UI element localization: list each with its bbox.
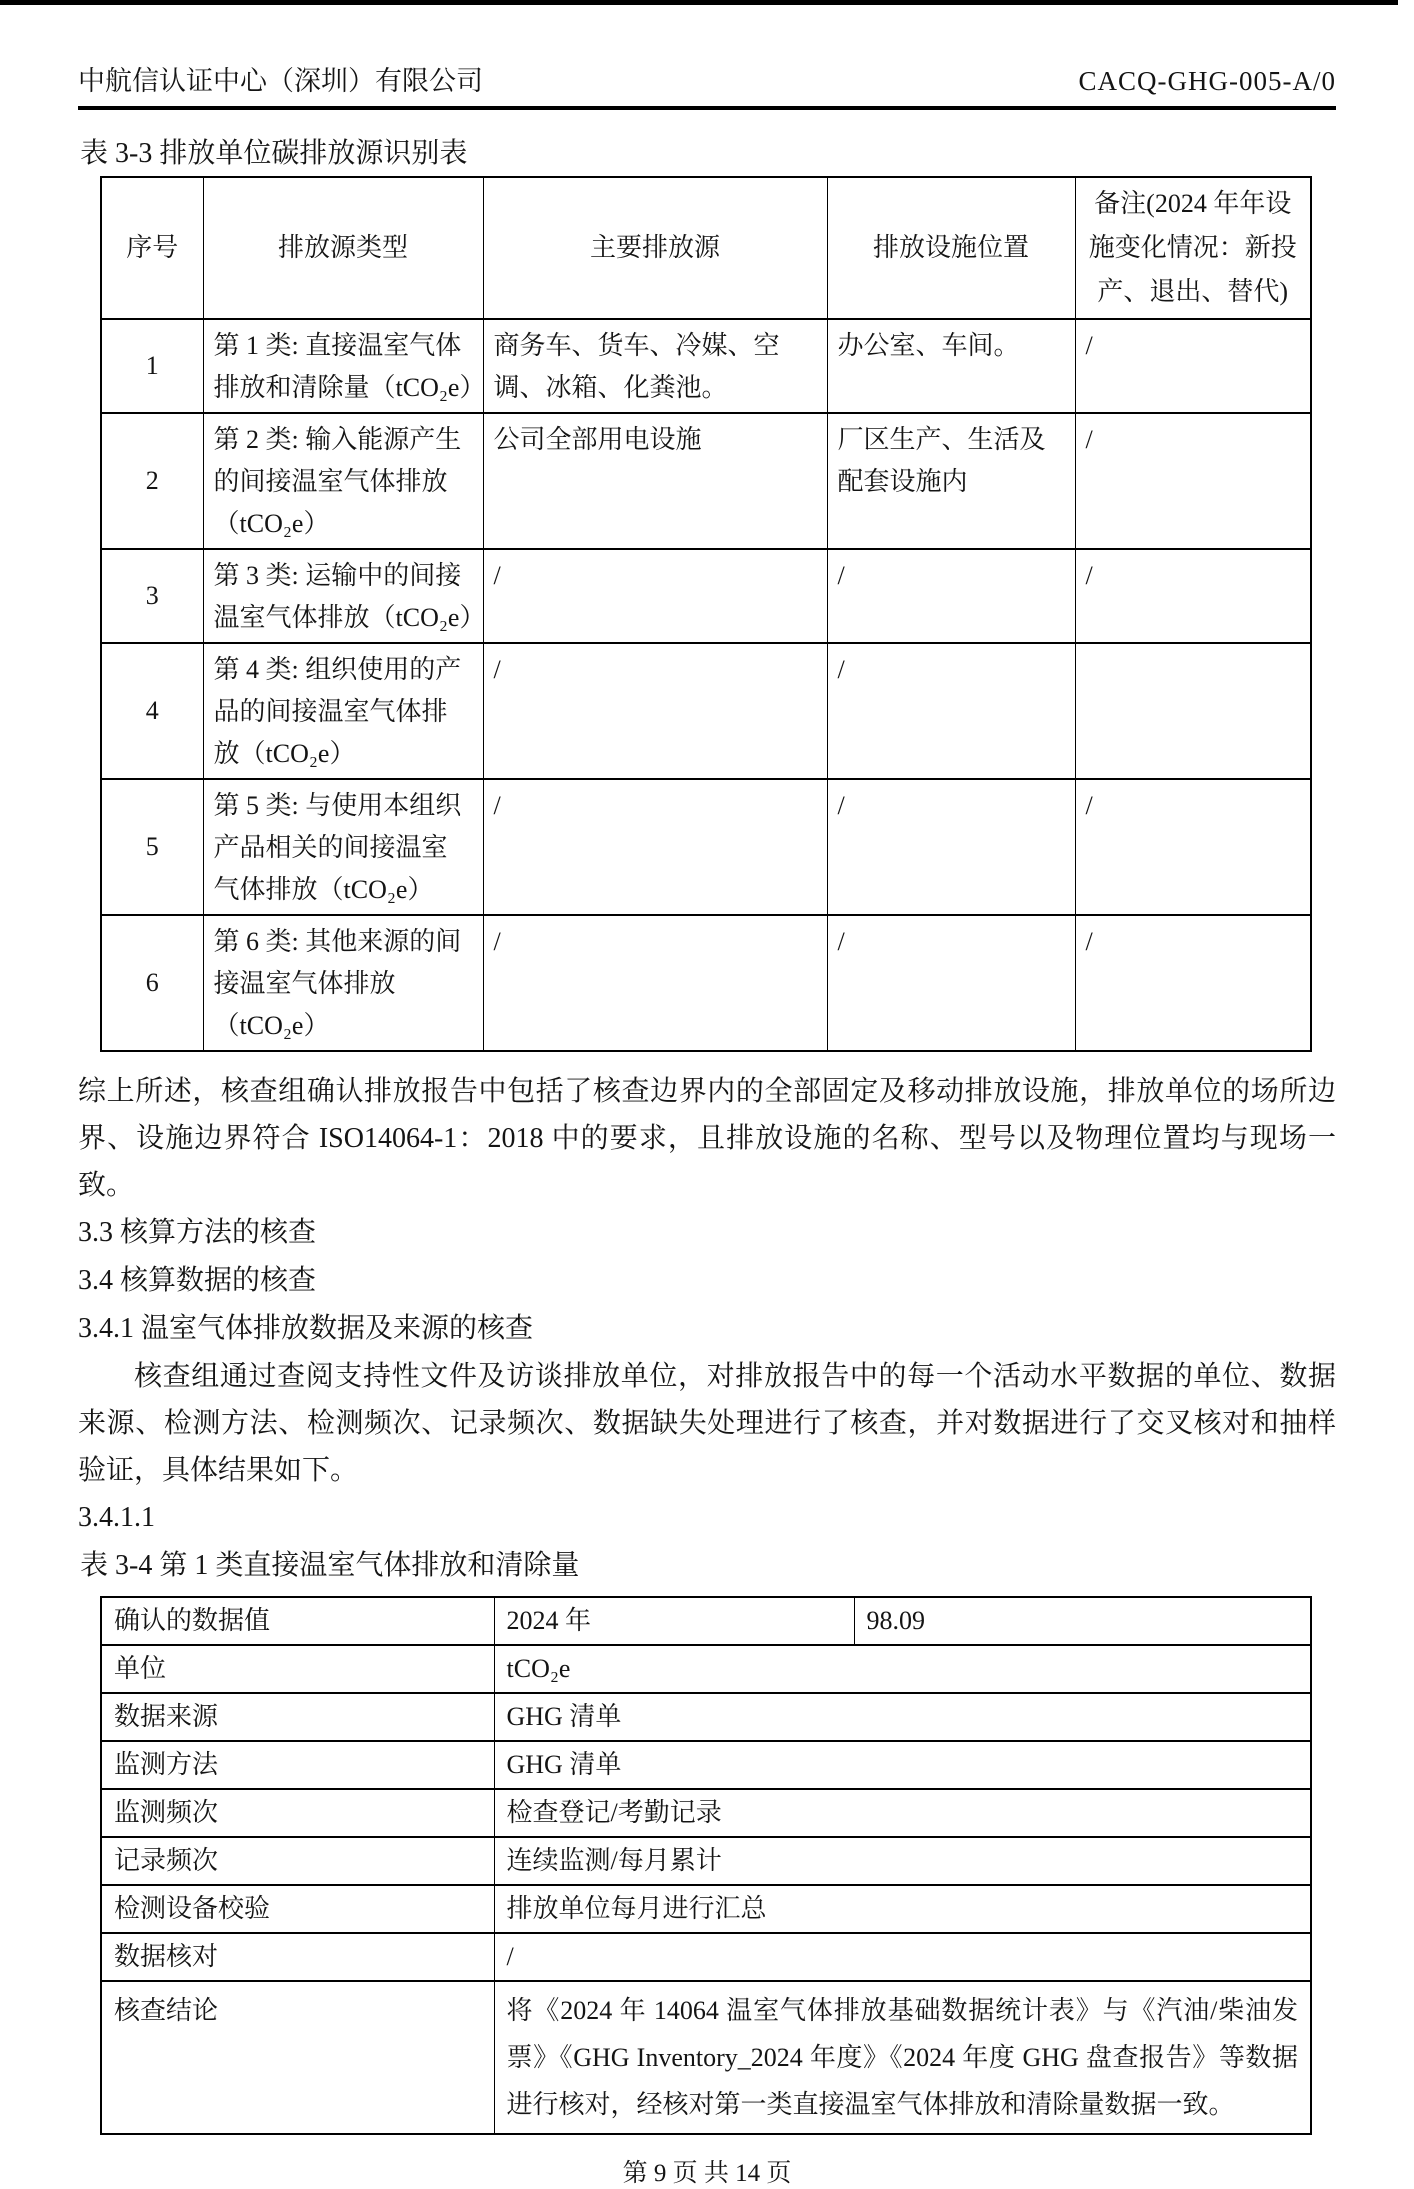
location-cell: / <box>827 779 1075 915</box>
col-header-remarks: 备注(2024 年年设施变化情况：新投产、退出、替代) <box>1075 177 1311 319</box>
source-cell: 公司全部用电设施 <box>483 413 827 549</box>
table-row <box>101 1693 1311 1741</box>
value-cell: 排放单位每月进行汇总 <box>494 1885 1311 1933</box>
year-cell: 2024 年 <box>494 1597 854 1645</box>
table-header-row <box>101 177 1311 319</box>
label-cell: 单位 <box>101 1645 494 1693</box>
section-3-4-heading: 3.4 核算数据的核查 <box>78 1265 317 1296</box>
section-3-4-1-1-heading: 3.4.1.1 <box>78 1502 155 1533</box>
table-row <box>101 1933 1311 1981</box>
location-cell: 厂区生产、生活及配套设施内 <box>827 413 1075 549</box>
value-cell: GHG 清单 <box>494 1741 1311 1789</box>
document-header <box>78 59 1336 98</box>
type-cell: 第 5 类: 与使用本组织产品相关的间接温室气体排放（tCO₂e） <box>203 779 483 915</box>
seq-cell: 2 <box>101 413 203 549</box>
type-cell: 第 3 类: 运输中的间接温室气体排放（tCO₂e） <box>203 549 483 643</box>
type-cell: 第 2 类: 输入能源产生的间接温室气体排放（tCO₂e） <box>203 413 483 549</box>
value-cell: GHG 清单 <box>494 1693 1311 1741</box>
label-cell: 记录频次 <box>101 1837 494 1885</box>
page-number: 第 9 页 共 14 页 <box>622 2160 792 2187</box>
table-row <box>101 1741 1311 1789</box>
value-cell: 检查登记/考勤记录 <box>494 1789 1311 1837</box>
method-paragraph: 核查组通过查阅支持性文件及访谈排放单位，对排放报告中的每一个活动水平数据的单位、数据来源、检测方法、检测频次、记录频次、数据缺失处理进行了核查，并对数据进行了交叉核对和抽样验证，具体结果如下。 <box>78 1361 1336 1486</box>
location-cell: / <box>827 643 1075 779</box>
table-row <box>101 1837 1311 1885</box>
label-cell: 确认的数据值 <box>101 1597 494 1645</box>
label-cell: 数据来源 <box>101 1693 494 1741</box>
data-verification-table <box>100 1596 1312 2135</box>
table-row <box>101 549 1311 643</box>
label-cell: 监测频次 <box>101 1789 494 1837</box>
value-cell: tCO₂e <box>494 1645 1311 1693</box>
section-3-4-1-heading: 3.4.1 温室气体排放数据及来源的核查 <box>78 1313 534 1344</box>
table-3-3-caption: 表 3-3 排放单位碳排放源识别表 <box>80 138 468 169</box>
seq-cell: 5 <box>101 779 203 915</box>
note-cell: / <box>1075 319 1311 413</box>
doc-code: CACQ-GHG-005-A/0 <box>1078 66 1336 96</box>
source-cell: / <box>483 643 827 779</box>
source-cell: / <box>483 779 827 915</box>
seq-cell: 1 <box>101 319 203 413</box>
source-cell: / <box>483 915 827 1051</box>
label-cell: 核查结论 <box>101 1981 494 2134</box>
col-header-facility-location: 排放设施位置 <box>827 177 1075 319</box>
emission-source-table <box>100 176 1312 1052</box>
col-header-source-type: 排放源类型 <box>203 177 483 319</box>
section-3-3-heading: 3.3 核算方法的核查 <box>78 1217 317 1248</box>
table-row <box>101 1981 1311 2134</box>
header-rule <box>78 106 1336 110</box>
conclusion-cell: 将《2024 年 14064 温室气体排放基础数据统计表》与《汽油/柴油发票》《GHG Inventory_2024 年度》《2024 年度 GHG 盘查报告》等数据进行核对，经核对第一类直接温室气体排放和清除量数据一致。 <box>494 1981 1311 2134</box>
note-cell: / <box>1075 413 1311 549</box>
table-3-4-caption: 表 3-4 第 1 类直接温室气体排放和清除量 <box>80 1550 580 1581</box>
type-cell: 第 1 类: 直接温室气体排放和清除量（tCO₂e） <box>203 319 483 413</box>
table-row <box>101 1789 1311 1837</box>
table-row <box>101 1885 1311 1933</box>
source-cell: 商务车、货车、冷媒、空调、冰箱、化粪池。 <box>483 319 827 413</box>
source-cell: / <box>483 549 827 643</box>
table-row <box>101 779 1311 915</box>
table-row <box>101 915 1311 1051</box>
document-page <box>0 59 1414 2189</box>
page-top-scan-line <box>0 0 1398 5</box>
location-cell: / <box>827 915 1075 1051</box>
label-cell: 监测方法 <box>101 1741 494 1789</box>
col-header-index: 序号 <box>101 177 203 319</box>
summary-paragraph: 综上所述，核查组确认排放报告中包括了核查边界内的全部固定及移动排放设施，排放单位的场所边界、设施边界符合 ISO14064-1：2018 中的要求，且排放设施的名称、型号以及物理位置均与现场一致。 <box>78 1076 1336 1201</box>
table-row <box>101 1597 1311 1645</box>
table-row <box>101 319 1311 413</box>
seq-cell: 4 <box>101 643 203 779</box>
note-cell: / <box>1075 779 1311 915</box>
label-cell: 检测设备校验 <box>101 1885 494 1933</box>
value-cell: 98.09 <box>854 1597 1311 1645</box>
table-row <box>101 413 1311 549</box>
seq-cell: 6 <box>101 915 203 1051</box>
note-cell: / <box>1075 915 1311 1051</box>
value-cell: / <box>494 1933 1311 1981</box>
note-cell <box>1075 643 1311 779</box>
type-cell: 第 4 类: 组织使用的产品的间接温室气体排放（tCO₂e） <box>203 643 483 779</box>
label-cell: 数据核对 <box>101 1933 494 1981</box>
table-row <box>101 1645 1311 1693</box>
seq-cell: 3 <box>101 549 203 643</box>
company-name: 中航信认证中心（深圳）有限公司 <box>78 66 483 96</box>
location-cell: 办公室、车间。 <box>827 319 1075 413</box>
value-cell: 连续监测/每月累计 <box>494 1837 1311 1885</box>
location-cell: / <box>827 549 1075 643</box>
table-row <box>101 643 1311 779</box>
type-cell: 第 6 类: 其他来源的间接温室气体排放（tCO₂e） <box>203 915 483 1051</box>
col-header-main-source: 主要排放源 <box>483 177 827 319</box>
note-cell: / <box>1075 549 1311 643</box>
